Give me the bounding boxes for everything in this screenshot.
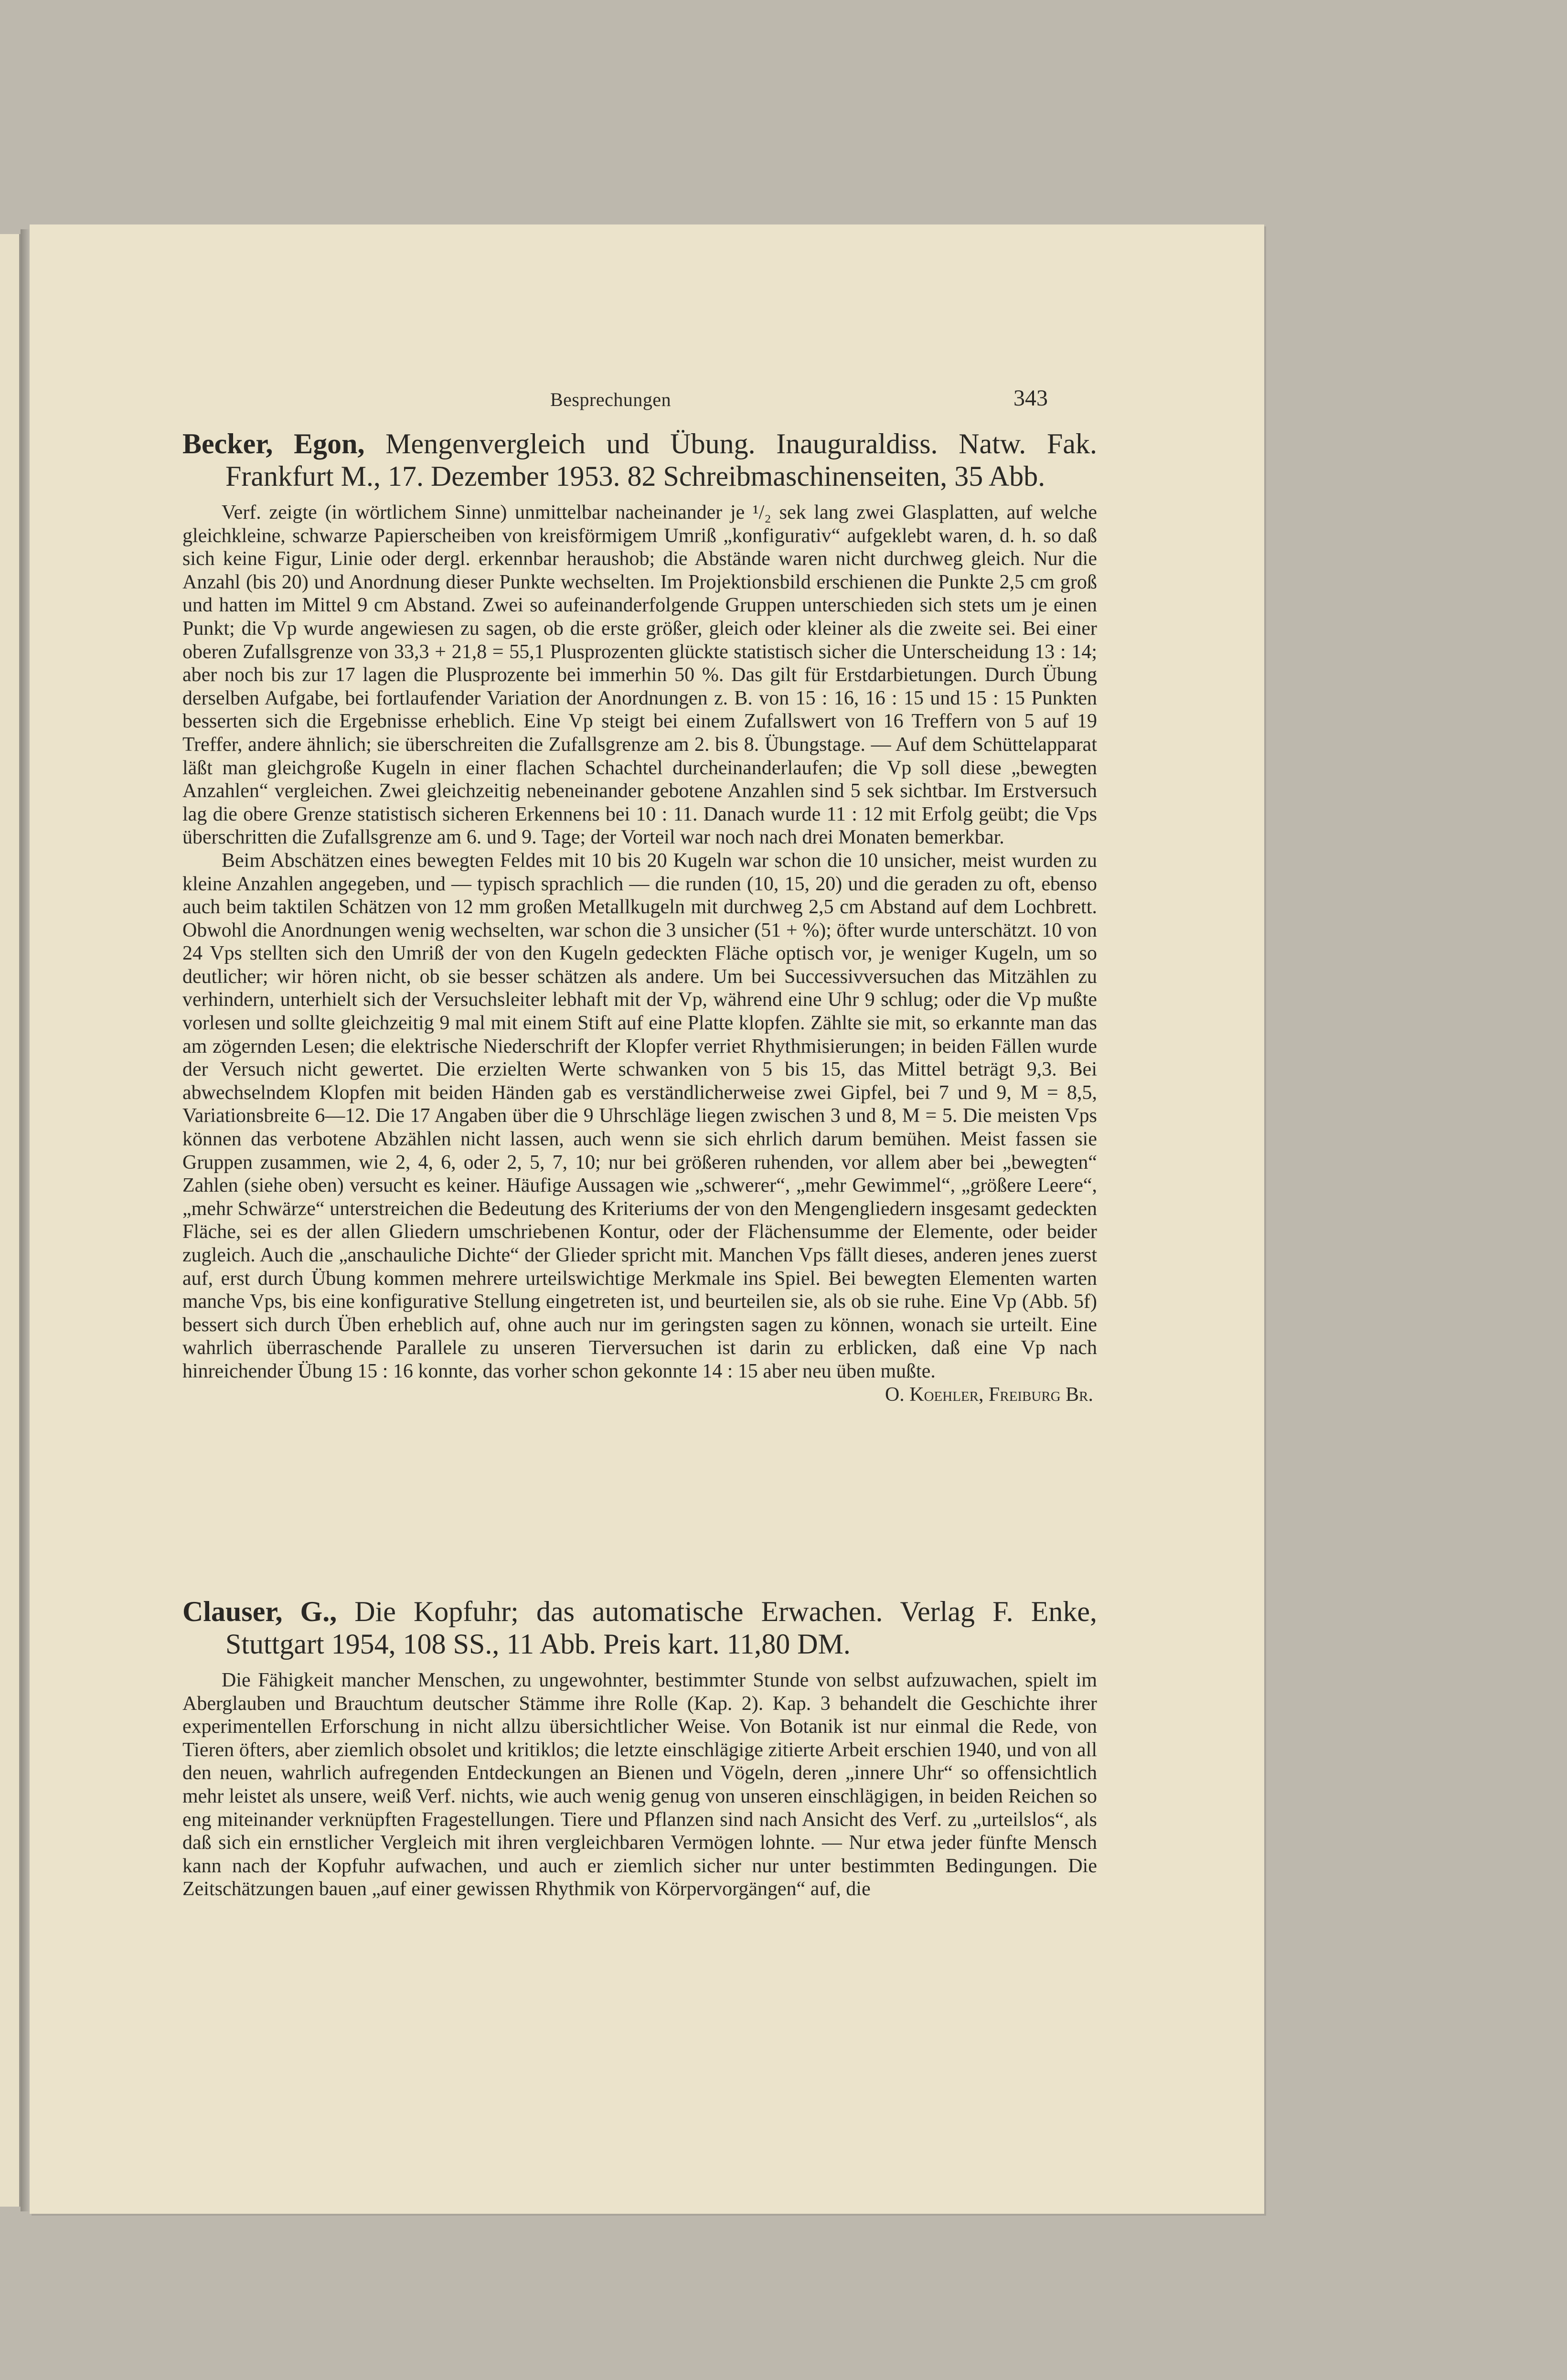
review-clauser — [182, 1595, 1097, 1901]
running-head: Besprechungen — [550, 389, 672, 410]
review-citation: Mengenvergleich und Übung. Inauguraldiss. Natw. Fak. Frankfurt M., 17. Dezember 1953. 82 Schreibmaschinenseiten, 35 Abb. — [225, 428, 1097, 492]
review-citation: Die Kopfuhr; das automatische Erwachen. Verlag F. Enke, Stuttgart 1954, 108 SS., 11 Abb. Preis kart. 11,80 DM. — [225, 1596, 1097, 1660]
review-author: Clauser, G., — [182, 1596, 337, 1627]
adjacent-page-edge — [0, 234, 21, 2207]
review-signature: O. Koehler, Freiburg Br. — [885, 1383, 1093, 1406]
book-page — [30, 224, 1264, 2214]
review-paragraph: Die Fähigkeit mancher Menschen, zu ungewohnter, bestimmter Stunde von selbst aufzuwachen, spielt im Aberglauben und Brauchtum deutscher Stämme ihre Rolle (Kap. 2). Kap. 3 behandelt die Geschichte ihrer experimentellen Erforschung in nicht allzu übersichtlicher Weise. Von Botanik ist nur einmal die Rede, von Tieren öfters, aber ziemlich obsolet und kritiklos; die letzte einschlägige zitierte Arbeit erschien 1940, und von all den neuen, wahrlich aufregenden Entdeckungen an Bienen und Vögeln, deren „innere Uhr“ so offensichtlich mehr leistet als unsere, weiß Verf. nichts, wie auch wenig genug von unseren einschlägigen, in beiden Reichen so eng miteinander verknüpften Fragestellungen. Tiere und Pflanzen sind nach Ansicht des Verf. zu „urteilslos“, als daß sich ein ernstlicher Vergleich mit ihren vergleichbaren Vermögen lohnte. — Nur etwa jeder fünfte Mensch kann nach der Kopfuhr aufwachen, und auch er ziemlich sicher nur unter bestimmten Bedingungen. Die Zeitschätzungen bauen „auf einer gewissen Rhythmik von Körpervorgängen“ auf, die — [182, 1669, 1097, 1900]
review-heading — [182, 1595, 1097, 1660]
review-becker — [182, 427, 1097, 1406]
review-paragraph: Beim Abschätzen eines bewegten Feldes mit 10 bis 20 Kugeln war schon die 10 unsicher, meist wurden zu kleine Anzahlen angegeben, und — typisch sprachlich — die runden (10, 15, 20) und die geraden zu oft, ebenso auch beim taktilen Schätzen von 12 mm großen Metallkugeln mit durchweg 2,5 cm Abstand auf dem Lochbrett. Obwohl die Anordnungen wenig wechselten, war schon die 3 unsicher (51 + %); öfter wurde unterschätzt. 10 von 24 Vps stellten sich den Umriß der von den Kugeln gedeckten Fläche optisch vor, je weniger Kugeln, um so deutlicher; wir hören nicht, ob sie besser schätzen als andere. Um bei Successivversuchen das Mitzählen zu verhindern, unterhielt sich der Versuchsleiter lebhaft mit der Vp, während eine Uhr 9 schlug; oder die Vp mußte vorlesen und sollte gleichzeitig 9 mal mit einem Stift auf eine Platte klopfen. Zählte sie mit, so erkannte man das am zögernden Lesen; die elektrische Niederschrift der Klopfer verriet Rhythmisierungen; in beiden Fällen wurde der Versuch nicht gewertet. Die erzielten Werte schwanken von 5 bis 15, das Mittel beträgt 9,3. Bei abwechselndem Klopfen mit beiden Händen gab es verständlicherweise zwei Gipfel, bei 7 und 9, M = 8,5, Variationsbreite 6—12. Die 17 Angaben über die 9 Uhrschläge liegen zwischen 3 und 8, M = 5. Die meisten Vps können das verbotene Abzählen nicht lassen, auch wenn sie sich ehrlich darum bemühen. Meist fassen sie Gruppen zusammen, wie 2, 4, 6, oder 2, 5, 7, 10; nur bei größeren ruhenden, vor allem aber bei „bewegten“ Zahlen (siehe oben) versucht es keiner. Häufige Aussagen wie „schwerer“, „mehr Gewimmel“, „größere Leere“, „mehr Schwärze“ unterstreichen die Bedeutung des Kriteriums der von den Mengengliedern insgesamt gedeckten Fläche, sei es der allen Gliedern umschriebenen Kontur, oder der Flächensumme der Elemente, oder beider zugleich. Auch die „anschauliche Dichte“ der Glieder spricht mit. Manchen Vps fällt dieses, anderen jenes zuerst auf, erst durch Übung kommen mehrere urteilswichtige Merkmale ins Spiel. Bei bewegten Elementen warten manche Vps, bis eine konfigurative Stellung eingetreten ist, und beurteilen sie, als ob sie ruhe. Eine Vp (Abb. 5f) bessert sich durch Üben erheblich auf, ohne auch nur im geringsten sagen zu können, wonach sie urteilt. Eine wahrlich überraschende Parallele zu unseren Tierversuchen ist darin zu erblicken, daß eine Vp nach hinreichender Übung 15 : 16 konnte, das vorher schon gekonnte 14 : 15 aber neu üben mußte. — [182, 849, 1097, 1382]
review-paragraph: Verf. zeigte (in wörtlichem Sinne) unmittelbar nacheinander je ¹/₂ sek lang zwei Glasplatten, auf welche gleichkleine, schwarze Papierscheiben von kreisförmigem Umriß „konfigurativ“ aufgeklebt waren, d. h. so daß sich keine Figur, Linie oder dergl. erkennbar heraushob; die Abstände waren nicht durchweg gleich. Nur die Anzahl (bis 20) und Anordnung dieser Punkte wechselten. Im Projektionsbild erschienen die Punkte 2,5 cm groß und hatten im Mittel 9 cm Abstand. Zwei so aufeinanderfolgende Gruppen unterschieden sich stets um je einen Punkt; die Vp wurde angewiesen zu sagen, ob die erste größer, gleich oder kleiner als die zweite sei. Bei einer oberen Zufallsgrenze von 33,3 + 21,8 = 55,1 Plusprozenten glückte statistisch sicher die Unterscheidung 13 : 14; aber noch bis zur 17 lagen die Plusprozente bei immerhin 50 %. Das gilt für Erstdarbietungen. Durch Übung derselben Aufgabe, bei fortlaufender Variation der Anordnungen z. B. von 15 : 16, 16 : 15 und 15 : 15 Punkten besserten sich die Ergebnisse erheblich. Eine Vp steigt bei einem Zufallswert von 16 Treffern von 5 auf 19 Treffer, andere ähnlich; sie überschreiten die Zufallsgrenze am 2. bis 8. Übungstage. — Auf dem Schüttelapparat läßt man gleichgroße Kugeln in einer flachen Schachtel durcheinanderlaufen; die Vp soll diese „bewegten Anzahlen“ vergleichen. Zwei gleichzeitig nebeneinander gebotene Anzahlen sind 5 sek sichtbar. Im Erstversuch lag die obere Grenze statistisch sicheren Erkennens bei 10 : 11. Danach wurde 11 : 12 mit Erfolg geübt; die Vps überschritten die Zufallsgrenze am 6. und 9. Tage; der Vorteil war noch nach drei Monaten bemerkbar. — [182, 502, 1097, 849]
review-heading — [182, 427, 1097, 492]
page-number: 343 — [1013, 385, 1048, 411]
review-author: Becker, Egon, — [182, 428, 365, 459]
